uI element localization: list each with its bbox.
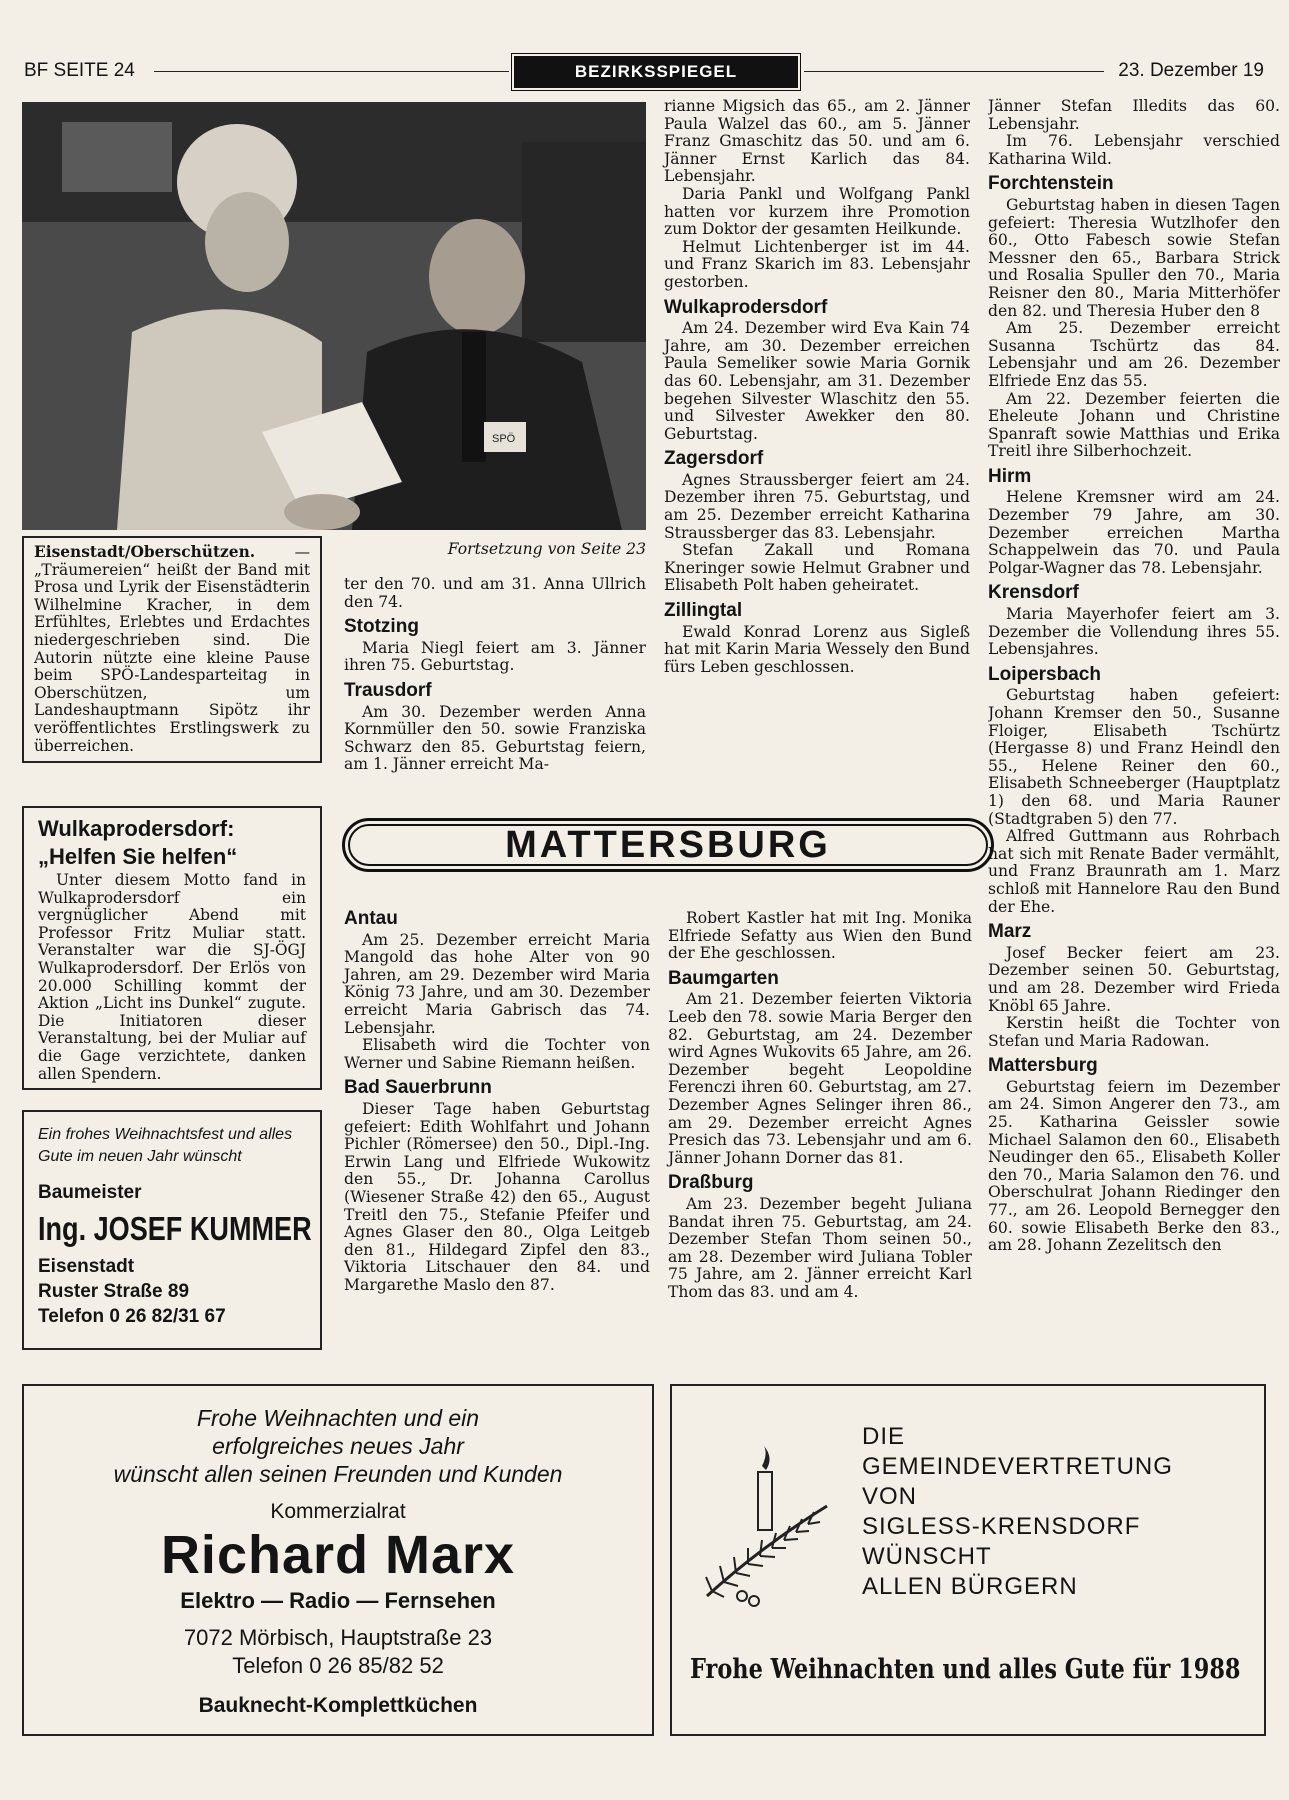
ad-street: Ruster Straße 89 [38, 1281, 190, 1302]
ad-greeting-line: erfolgreiches neues Jahr [212, 1433, 464, 1459]
paragraph: Am 23. Dezember begeht Juliana Bandat ihren 75. Geburtstag, am 24. Dezember Stefan Thom seinen 50., am 28. Dezember wird Juliana Tobler 75 Jahre, am 2. Jänner erreicht Karl Thom das 83. und am 4. [668, 1194, 972, 1301]
paragraph: Am 30. Dezember werden Anna Kornmüller den 50. sowie Franziska Schwarz den 85. Geburtstag feiern, am 1. Jänner erreicht Ma- [344, 702, 646, 774]
section-heading: Draßburg [668, 1172, 754, 1194]
paragraph: Dieser Tage haben Geburtstag gefeiert: Edith Wohlfahrt und Johann Pichler (Römersee) den 50., Dipl.-Ing. Erwin Lang und Elfriede Wukowitz den 55., Dr. Johanna Carollus (Wiesener Straße 42) den 65., August Treitl den 75., Stefanie Pfeifer und Agnes Glaser den 80., Olga Leitgeb den 81., Hildegard Zipfel den 83., Viktoria Litschauer den 84. und Margarethe Maslo den 87. [344, 1099, 650, 1294]
paragraph: Unter diesem Motto fand in Wulkaprodersdorf ein vergnüglicher Abend mit Professor Fritz Muliar statt. Veranstalter war die SJ-ÖGJ Wulkaprodersdorf. Der Erlös von 20.000 Schilling kommt der Aktion „Licht ins Dunkel“ zugute. Die Initiatoren dieser Veranstaltung, bei der Muliar auf die Gage verzichtete, danken allen Spendern. [38, 871, 306, 1083]
wulkaprodersdorf-box [22, 806, 322, 1090]
paragraph: Kerstin heißt die Tochter von Stefan und Maria Radowan. [988, 1014, 1280, 1050]
ad-address: 7072 Mörbisch, Hauptstraße 23 [183, 1625, 493, 1650]
section-heading: Zagersdorf [664, 448, 764, 470]
paragraph: Agnes Straussberger feiert am 24. Dezember ihren 75. Geburtstag, und am 25. Dezember erreicht Katharina Straussberger das 83. Lebensjahr. [664, 470, 970, 542]
paragraph: Geburtstag feiern im Dezember am 24. Simon Angerer den 73., am 25. Katharina Geissler sowie Michael Salamon den 60., Elisabeth Neudinger den 65., Elisabeth Koller den 70., Maria Salamon den 76. und Oberschulrat Johann Riedinger den 77., am 26. Leopold Bernegger den 60. sowie Elisabeth Berke den 83., am 28. Johann Zezelitsch den [988, 1077, 1280, 1255]
section-heading: Stotzing [344, 616, 419, 638]
ad-greeting-line: wünscht allen seinen Freunden und Kunden [113, 1461, 563, 1487]
sigless-line: DIE [862, 1423, 906, 1450]
mattersburg-column-1 [344, 910, 650, 1294]
ad-title: Kommerzialrat [270, 1500, 406, 1523]
sigless-line: VON [862, 1483, 918, 1510]
marx-ad [22, 1384, 654, 1736]
ad-phone: Telefon 0 26 82/31 67 [38, 1306, 226, 1327]
box-subtitle: „Helfen Sie helfen“ [38, 844, 238, 869]
paragraph: Am 25. Dezember erreicht Susanna Tschürtz das 84. Lebensjahr und am 26. Dezember Elfriede Enz das 55. [988, 319, 1280, 390]
paragraph: Im 76. Lebensjahr verschied Katharina Wild. [988, 132, 1280, 168]
section-heading: Trausdorf [344, 679, 432, 701]
section-heading: Mattersburg [988, 1055, 1098, 1077]
ad-greeting: Ein frohes Weihnachtsfest und alles Gute im neuen Jahr wünscht [38, 1126, 293, 1165]
section-heading: Baumgarten [668, 967, 779, 989]
caption-lead: Eisenstadt/Oberschützen. [34, 543, 256, 561]
section-heading: Marz [988, 921, 1032, 943]
sigless-line: WÜNSCHT [862, 1543, 992, 1570]
paragraph: Am 24. Dezember wird Eva Kain 74 Jahre, am 30. Dezember erreichen Paula Semeliker sowie Maria Gornik das 60. Lebensjahr, am 31. Dezember begehen Silvester Wlaschitz den 55. und Silvester Awekker den 80. Geburtstag. [664, 319, 970, 443]
news-photo [22, 102, 646, 530]
caption-body: — „Träumereien“ heißt der Band mit Prosa und Lyrik der Eisenstädterin Wilhelmine Kracher, in dem Erfühltes, Erlebtes und Erdachtes niedergeschrieben sind. Die Autorin nützte eine kleine Pause beim SPÖ-Landesparteitag in Oberschützen, um Landeshauptmann Sipötz ihr veröffentlichtes Erstlingswerk zu überreichen. [34, 543, 310, 755]
header-rule-right [804, 71, 1104, 72]
ad-kitchen: Bauknecht-Komplettküchen [198, 1694, 478, 1717]
sigless-footer: Frohe Weihnachten und alles Gute für 1988 [690, 1654, 1241, 1685]
paragraph: Maria Mayerhofer feiert am 3. Dezember die Vollendung ihres 55. Lebensjahres. [988, 605, 1280, 659]
paragraph: Stefan Zakall und Romana Kneringer sowie Helmut Grabner und Elisabeth Polt haben geheiratet. [664, 541, 970, 595]
column-4 [988, 98, 1280, 1374]
box-title: Wulkaprodersdorf: [38, 816, 235, 841]
paragraph: ter den 70. und am 31. Anna Ullrich den 74. [344, 575, 646, 611]
page-header [24, 56, 1264, 86]
paragraph: Alfred Guttmann aus Rohrbach hat sich mit Renate Bader vermählt, und Franz Braunrath am 1. Marz schloß mit Hannelore Rau den Bund der Ehe. [988, 827, 1280, 916]
mattersburg-banner: MATTERSBURG [342, 818, 994, 872]
box-body [38, 872, 306, 1083]
paragraph: Daria Pankl und Wolfgang Pankl hatten vor kurzem ihre Promotion zum Doktor der gesamten Heilkunde. [664, 184, 970, 239]
paragraph: Geburtstag haben gefeiert: Johann Kremser den 50., Susanne Floiger, Elisabeth Tschürtz (Hergasse 8) und Franz Heindl den 55., Helene Reiner den 60., Elisabeth Schneeberger (Hauptplatz 1) den 68. und Maria Rauner (Stadtgraben 5) den 77. [988, 686, 1280, 828]
column-2-upper [344, 576, 646, 774]
paragraph: Maria Niegl feiert am 3. Jänner ihren 75. Geburtstag. [344, 638, 646, 675]
paragraph: Helmut Lichtenberger ist im 44. und Franz Skarich im 83. Lebensjahr gestorben. [664, 237, 970, 291]
ad-name: Ing. JOSEF KUMMER [38, 1210, 312, 1247]
paragraph: Robert Kastler hat mit Ing. Monika Elfriede Sefatty aus Wien den Bund der Ehe geschlossen. [668, 909, 972, 963]
section-heading: Krensdorf [988, 582, 1079, 604]
paragraph: Geburtstag haben in diesen Tagen gefeiert: Theresia Wutzlhofer den 60., Otto Fabesch sowie Stefan Messner den 65., Barbara Strick und Rosalia Spuller den 70., Maria Reisner den 80., Maria Mitterhöfer den 82. und Theresia Huber den 8 [988, 195, 1280, 320]
section-heading: Forchtenstein [988, 173, 1114, 195]
photo-illustration [22, 102, 646, 530]
paragraph: Josef Becker feiert am 23. Dezember seinen 50. Geburtstag, und am 28. Dezember wird Frieda Knöbl 65 Jahre. [988, 943, 1280, 1015]
paragraph: rianne Migsich das 65., am 2. Jänner Paula Walzel das 60., am 5. Jänner Franz Gmaschitz das 50. und am 6. Jänner Ernst Karlich das 84. Lebensjahr. [664, 97, 970, 186]
section-heading: Zillingtal [664, 600, 743, 622]
ad-role: Baumeister [38, 1182, 142, 1203]
section-heading: Loipersbach [988, 663, 1101, 685]
sigless-ad [670, 1384, 1266, 1736]
mattersburg-column-2 [668, 910, 972, 1301]
paragraph: Ewald Konrad Lorenz aus Sigleß hat mit Karin Maria Wessely den Bund fürs Leben geschlossen. [664, 622, 970, 676]
paragraph: Helene Kremsner wird am 24. Dezember 79 Jahre, am 30. Dezember erreichen Martha Schappelwein das 70. und Paula Polgar-Wagner das 78. Lebensjahr. [988, 488, 1280, 577]
ad-name: Richard Marx [160, 1525, 516, 1585]
ad-phone: Telefon 0 26 85/82 52 [232, 1653, 444, 1678]
section-heading: Hirm [988, 465, 1032, 487]
ad-greeting-line: Frohe Weihnachten und ein [196, 1405, 480, 1431]
name-badge-text: SPÖ [492, 433, 516, 445]
paragraph: Am 21. Dezember feierten Viktoria Leeb den 78. sowie Maria Berger den 82. Geburtstag, am 24. Dezember wird Agnes Wukovits 65 Jahre, am 26. Dezember begeht Leopoldine Ferenczi ihren 60. Geburtstag, am 27. Dezember Agnes Selinger ihren 86., am 29. Dezember erreicht Agnes Presich das 73. Lebensjahr und am 6. Jänner Johann Dorner das 81. [668, 990, 972, 1167]
ad-trade: Elektro — Radio — Fernsehen [180, 1588, 496, 1613]
paragraph: Elisabeth wird die Tochter von Werner und Sabine Riemann heißen. [344, 1036, 650, 1072]
section-heading: Wulkaprodersdorf [664, 296, 828, 318]
sigless-line: SIGLESS-KRENSDORF [862, 1513, 1141, 1540]
paragraph: Am 22. Dezember feierten die Eheleute Johann und Christine Spanraft sowie Matthias und Erika Treitl ihre Silberhochzeit. [988, 389, 1280, 461]
candle-branch-icon [702, 1446, 832, 1616]
page-number: BF SEITE 24 [24, 60, 135, 81]
section-badge: BEZIRKSSPIEGEL [514, 56, 798, 88]
sigless-line: ALLEN BÜRGERN [862, 1573, 1078, 1600]
header-rule-left [154, 71, 509, 72]
paragraph: Am 25. Dezember erreicht Maria Mangold das hohe Alter von 90 Jahren, am 29. Dezember wird Maria König 73 Jahre, und am 30. Dezember erreicht Maria Gabrisch das 74. Lebensjahr. [344, 930, 650, 1037]
continuation-note: Fortsetzung von Seite 23 [447, 540, 646, 558]
sigless-line: GEMEINDEVERTRETUNG [862, 1453, 1173, 1480]
paragraph: Jänner Stefan Illedits das 60. Lebensjahr. [988, 98, 1280, 133]
column-3-upper [664, 98, 970, 676]
sigless-text [862, 1422, 1173, 1602]
ad-city: Eisenstadt [38, 1256, 135, 1277]
section-heading: Antau [344, 908, 398, 929]
issue-date: 23. Dezember 19 [1118, 60, 1264, 81]
section-heading: Bad Sauerbrunn [344, 1077, 492, 1099]
kummer-ad [22, 1110, 322, 1350]
photo-caption [22, 536, 322, 763]
